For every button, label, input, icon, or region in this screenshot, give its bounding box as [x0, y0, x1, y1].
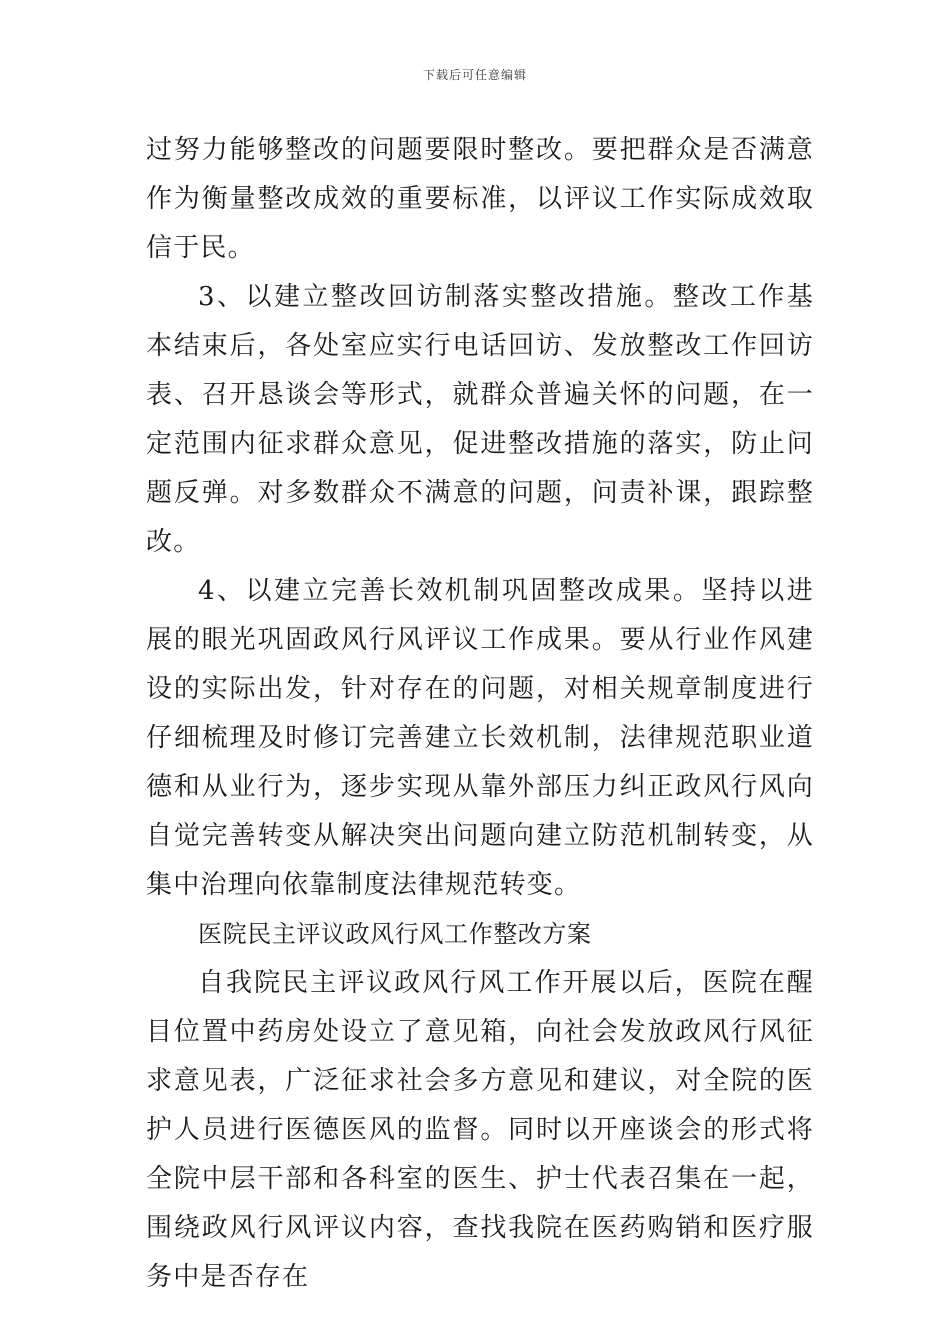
- document-body: [146, 126, 814, 1302]
- paragraph-intro: 自我院民主评议政风行风工作开展以后，医院在醒目位置中药房处设立了意见箱，向社会发放政风行风征求意见表，广泛征求社会多方意见和建议，对全院的医护人员进行医德医风的监督。同时以开座谈会的形式将全院中层干部和各科室的医生、护士代表召集在一起，围绕政风行风评议内容，查找我院在医药购销和医疗服务中是否存在: [146, 968, 814, 1292]
- paragraph-item-4: 4、以建立完善长效机制巩固整改成果。坚持以进展的眼光巩固政风行风评议工作成果。要从行业作风建设的实际出发，针对存在的问题，对相关规章制度进行仔细梳理及时修订完善建立长效机制，法律规范职业道德和从业行为，逐步实现从靠外部压力纠正政风行风向自觉完善转变从解决突出问题向建立防范机制转变，从集中治理向依靠制度法律规范转变。: [146, 576, 814, 900]
- page-header-note: 下载后可任意编辑: [422, 68, 527, 82]
- paragraph-continuation: 过努力能够整改的问题要限时整改。要把群众是否满意作为衡量整改成效的重要标准，以评议工作实际成效取信于民。: [146, 135, 814, 263]
- paragraph-item-3: 3、以建立整改回访制落实整改措施。整改工作基本结束后，各处室应实行电话回访、发放整改工作回访表、召开恳谈会等形式，就群众普遍关怀的问题，在一定范围内征求群众意见，促进整改措施的落实，防止问题反弹。对多数群众不满意的问题，问责补课，跟踪整改。: [146, 282, 814, 557]
- section-title: 医院民主评议政风行风工作整改方案: [198, 920, 592, 948]
